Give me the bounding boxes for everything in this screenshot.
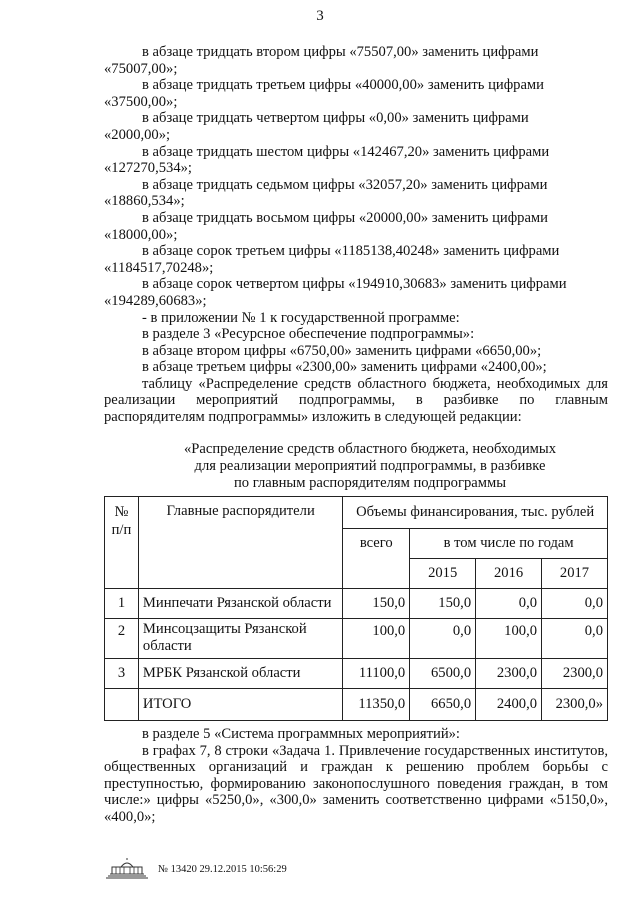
- header-years-group: в том числе по годам: [410, 529, 608, 559]
- document-body: [104, 44, 608, 426]
- appendix-line: - в приложении № 1 к государственной программе:: [142, 309, 460, 326]
- header-main-distributors: Главные распорядители: [138, 497, 342, 589]
- page-number: 3: [316, 8, 324, 24]
- header-total: всего: [343, 529, 410, 589]
- amendment-item: в абзаце тридцать втором цифры «75507,00» заменить цифрами «75007,00»;: [104, 44, 539, 77]
- amendment-item: в абзаце сорок третьем цифры «1185138,40248» заменить цифрами «1184517,70248»;: [104, 243, 560, 276]
- table-row: 1 Минпечати Рязанской области 150,0 150,0 0,0 0,0: [105, 589, 608, 619]
- amendment-item: в абзаце тридцать четвертом цифры «0,00» заменить цифрами «2000,00»;: [104, 110, 529, 143]
- table-row: 3 МРБК Рязанской области 11100,0 6500,0 2300,0 2300,0: [105, 659, 608, 689]
- header-year: 2015: [410, 559, 476, 589]
- amendment-item: в абзаце сорок четвертом цифры «194910,30683» заменить цифрами «194289,60683»;: [104, 276, 567, 309]
- section-paragraph: в графах 7, 8 строки «Задача 1. Привлечение государственных институтов, общественных организаций и граждан к решению проблем борьбы с преступностью, формированию законопослушного поведения граждан, в том числе:» цифры «5250,0», «300,0» заменить соответственно цифрами «5150,0», «400,0»;: [104, 742, 608, 825]
- appendix-line: в абзаце втором цифры «6750,00» заменить цифрами «6650,00»;: [142, 342, 542, 359]
- table-row: 2 Минсоцзащиты Рязанской области 100,0 0,0 100,0 0,0: [105, 619, 608, 659]
- table-caption: «Распределение средств областного бюджета, необходимых для реализации мероприятий подпрограммы, в разбивке по главным распорядителям подпрограммы: [183, 441, 557, 491]
- building-seal-icon: [104, 858, 150, 880]
- document-footer: [104, 858, 287, 880]
- table-intro: таблицу «Распределение средств областного бюджета, необходимых для реализации мероприятий подпрограммы, в разбивке по главным распорядителям подпрограммы» изложить в следующей редакции:: [104, 375, 608, 426]
- header-volumes: Объемы финансирования, тыс. рублей: [343, 497, 608, 529]
- amendment-item: в абзаце тридцать седьмом цифры «32057,20» заменить цифрами «18860,534»;: [104, 176, 548, 210]
- amendment-item: в абзаце тридцать восьмом цифры «20000,00» заменить цифрами «18000,00»;: [104, 209, 548, 243]
- header-year: 2017: [542, 559, 608, 589]
- registration-stamp: № 13420 29.12.2015 10:56:29: [158, 863, 287, 875]
- distribution-table: [104, 496, 608, 721]
- section-line: в разделе 5 «Система программных мероприятий»:: [142, 726, 460, 742]
- amendment-item: в абзаце тридцать третьем цифры «40000,00» заменить цифрами «37500,00»;: [104, 77, 544, 110]
- header-num: № п/п: [105, 497, 139, 589]
- appendix-line: в разделе 3 «Ресурсное обеспечение подпрограммы»:: [142, 326, 475, 343]
- header-year: 2016: [476, 559, 542, 589]
- table-total-row: ИТОГО 11350,0 6650,0 2400,0 2300,0»: [105, 689, 608, 721]
- section-5-amendments: [104, 726, 608, 826]
- appendix-line: в абзаце третьем цифры «2300,00» заменить цифрами «2400,00»;: [142, 359, 547, 376]
- amendment-item: в абзаце тридцать шестом цифры «142467,20» заменить цифрами «127270,534»;: [104, 143, 550, 177]
